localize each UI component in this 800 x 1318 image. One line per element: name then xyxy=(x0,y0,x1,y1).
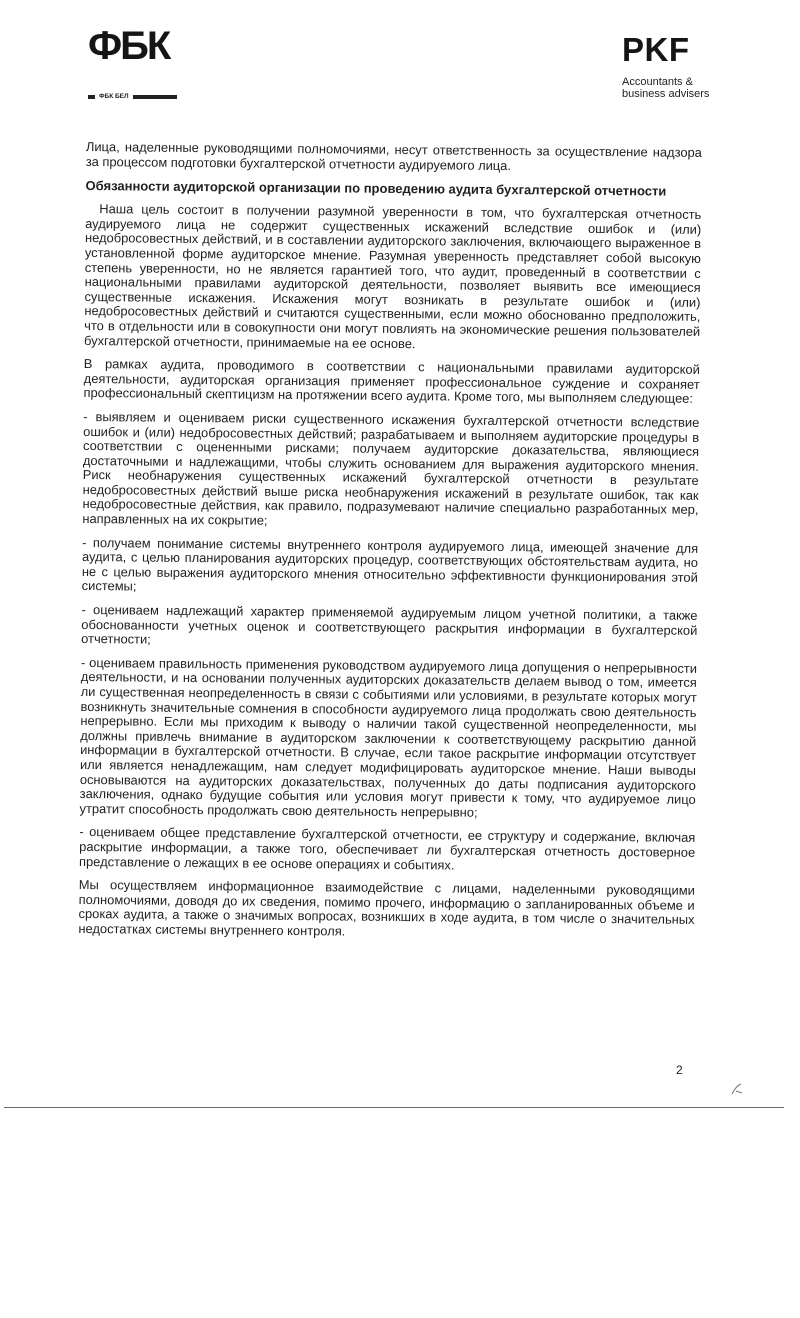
bullet-risk-assessment: - выявляем и оцениваем риски существенного искажения бухгалтерской отчетности вследствие ошибок и (или) недобросовестных действий; разрабатываем и выполняем аудиторские процедуры в соответствии с оцененными рисками; получаем аудиторские доказательства, являющиеся достаточными и надлежащими, чтобы служить основанием для выражения аудиторского мнения. Риск необнаружения существенных искажений бухгалтерской отчетности в результате недобросовестных действий выше риска необнаружения искажений в результате ошибок, так как недобросовестные действия, как правило, подразумевают наличие специально разработанных мер, направленных на их сокрытие; xyxy=(82,408,700,528)
section-heading: Обязанности аудиторской организации по проведению аудита бухгалтерской отчетности xyxy=(85,178,667,199)
bullet-going-concern: - оцениваем правильность применения руководством аудируемого лица допущения о непрерывности деятельности, и на основании полученных аудиторских доказательств делаем вывод о том, имеется ли существенная неопределенность в связи с событиями или условиями, в результате которых могут возникнуть значительные сомнения в способности аудируемого лица продолжать свою деятельность непрерывно. Если мы приходим к выводу о наличии такой существенной неопределенности, мы должны привлечь внимание в аудиторском заключении к соответствующему раскрытию данной информации в бухгалтерской отчетности. В случае, если такое раскрытие информации отсутствует или является ненадлежащим, нам следует модифицировать аудиторское мнение. Наши выводы основываются на аудиторских доказательствах, полученных до даты подписания аудиторского заключения, однако будущие события или условия могут привести к тому, что аудируемое лицо утратит способность продолжать свою деятельность непрерывно; xyxy=(79,654,698,820)
paragraph-goal: Наша цель состоит в получении разумной уверенности в том, что бухгалтерская отчетность аудируемого лица не содержит существенных искажений вследствие ошибок и (или) недобросовестных действий, и в составлении аудиторского заключения, включающего выраженное в установленной форме аудиторское мнение. Разумная уверенность представляет собой высокую степень уверенности, но не является гарантией того, что аудит, проведенный в соответствии с национальными правилами аудиторской деятельности, позволяет выявить все имеющиеся существенные искажения. Искажения могут возникать в результате ошибок и (или) недобросовестных действий и считаются существенными, если можно обоснованно предположить, что в отдельности или в совокупности они могут повлиять на экономические решения пользователей бухгалтерской отчетности, принимаемые на ее основе. xyxy=(84,201,702,351)
pkf-logo xyxy=(622,33,742,113)
fbk-subtitle xyxy=(88,93,177,100)
fbk-bar-right xyxy=(133,95,177,99)
pkf-tagline-line2: business advisers xyxy=(622,88,710,100)
fbk-subtitle-text: ФБК БЕЛ xyxy=(99,93,129,100)
bottom-rule xyxy=(4,1107,784,1108)
pkf-tagline xyxy=(622,76,742,100)
paragraph-scope: В рамках аудита, проводимого в соответствии с национальными правилами аудиторской деятельности, аудиторская организация применяет профессиональное суждение и сохраняет профессиональный скептицизм на протяжении всего аудита. Кроме того, мы выполняем следующее: xyxy=(83,356,700,407)
closing-paragraph: Мы осуществляем информационное взаимодействие с лицами, наделенными руководящими полномочиями, доводя до их сведения, помимо прочего, информацию о запланированных объеме и сроках аудита, а также о значимых вопросах, возникших в ходе аудита, в том числе о значительных недостатках системы внутреннего контроля. xyxy=(78,877,695,939)
fbk-bar-left xyxy=(88,95,95,99)
document-body xyxy=(78,140,702,951)
page-number: 2 xyxy=(676,1063,683,1077)
bullet-overall-presentation: - оцениваем общее представление бухгалтерской отчетности, ее структуру и содержание, включая раскрытие информации, а также того, обеспечивает ли бухгалтерская отчетность достоверное представление о лежащих в ее основе операциях и событиях. xyxy=(79,824,696,873)
handwritten-initial-mark xyxy=(730,1082,744,1096)
pkf-wordmark: PKF xyxy=(622,31,690,68)
bullet-internal-control: - получаем понимание системы внутреннего контроля аудируемого лица, имеющей значение для аудита, с целью планирования аудиторских процедур, соответствующих обстоятельствам аудита, но не с целью выражения аудиторского мнения относительно эффективности функционирования этой системы; xyxy=(81,534,699,594)
fbk-wordmark: ФБК xyxy=(88,24,170,68)
pkf-tagline-line1: Accountants & xyxy=(622,76,693,88)
fbk-logo xyxy=(88,24,184,100)
intro-paragraph: Лица, наделенные руководящими полномочиями, несут ответственность за осуществление надзора за процессом подготовки бухгалтерской отчетности аудируемого лица. xyxy=(85,139,702,173)
bullet-accounting-policy: - оцениваем надлежащий характер применяемой аудируемым лицом учетной политики, а также обоснованности учетных оценок и соответствующего раскрытия информации в бухгалтерской отчетности; xyxy=(81,602,698,647)
